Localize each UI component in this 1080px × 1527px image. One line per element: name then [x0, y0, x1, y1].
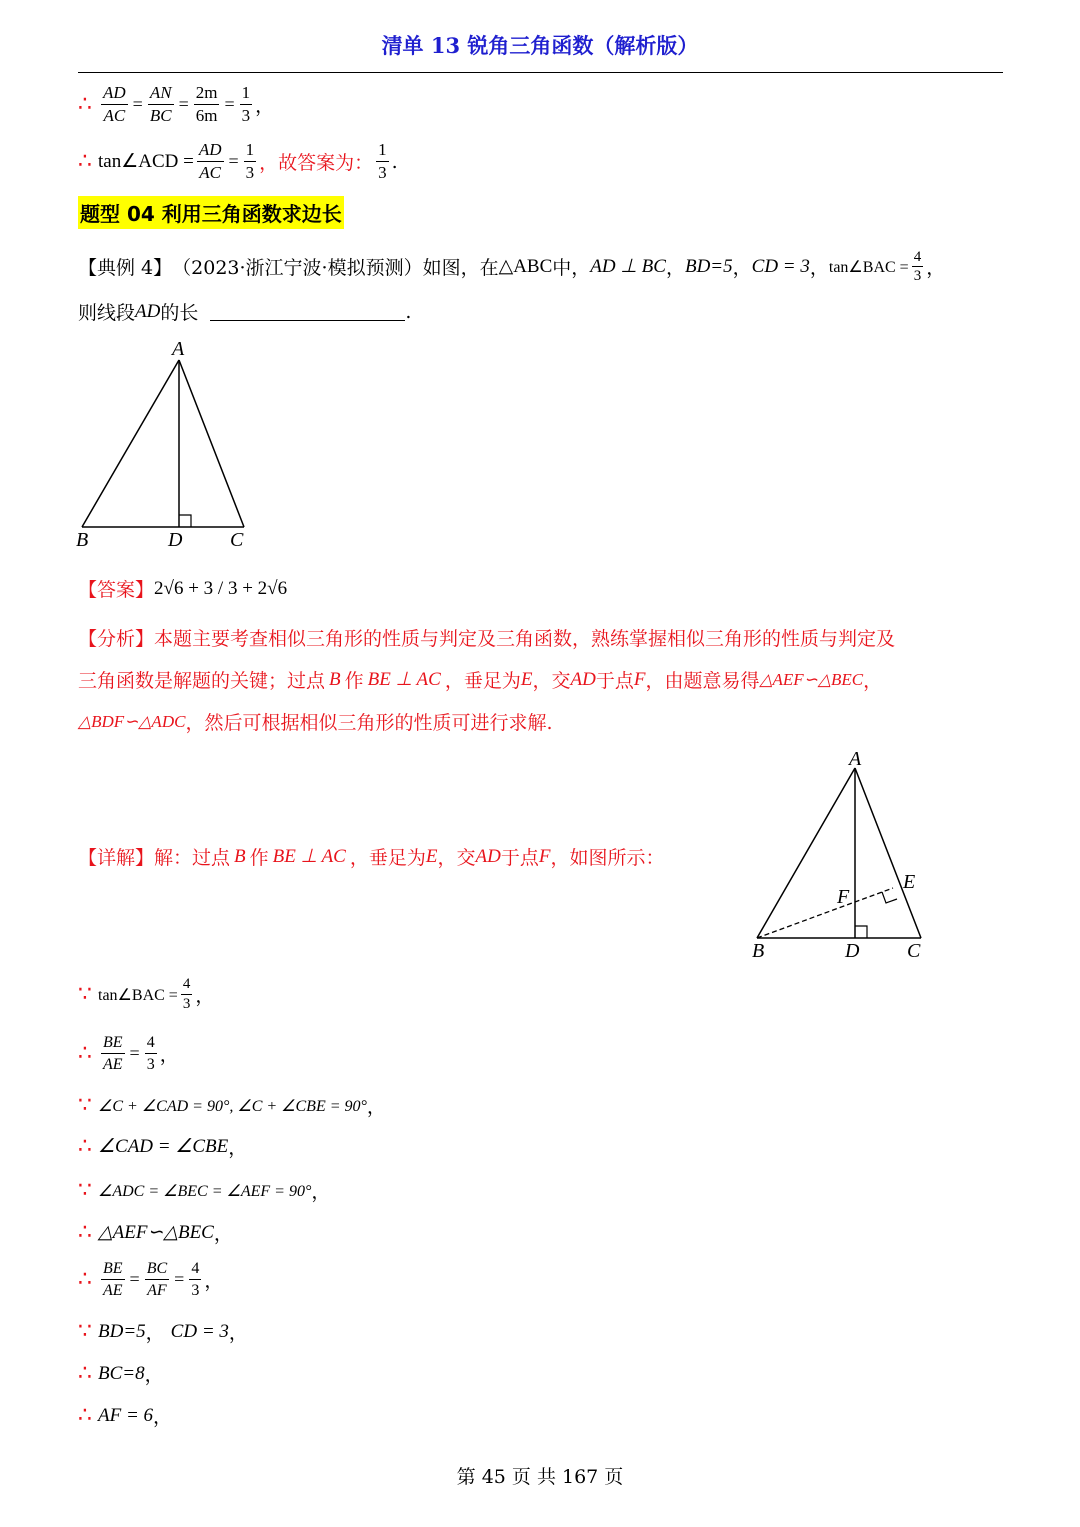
- analysis-line-2: 三角函数是解题的关键；过点 B 作 BE ⊥ AC ，垂足为 E ，交 AD 于点 F ，由题意易得 △AEF∽△BEC ，: [78, 668, 883, 692]
- label-f: F: [837, 886, 850, 908]
- step-4: ∴ ∠CAD = ∠CBE ，: [78, 1134, 248, 1159]
- therefore-symbol: ∴: [78, 149, 92, 174]
- label-c: C: [907, 940, 921, 962]
- fraction: $\frac{BE}{AE}$: [103, 1260, 123, 1299]
- label-d: D: [845, 940, 860, 962]
- right-angle-mark: [179, 515, 191, 527]
- segment-ab: [757, 768, 855, 938]
- intro-ratio-line: ∴ $\frac{AD}{AC}$ = $\frac{AN}{BC}$ = $\frac{2m}{6m}$ = $\frac{1}{3}$ ，: [78, 83, 275, 125]
- step-8: ∵ BD=5 ， CD = 3 ，: [78, 1319, 248, 1344]
- right-angle-mark-d: [855, 926, 867, 938]
- analysis-line-1: 【分析】 本题主要考查相似三角形的性质与判定及三角函数，熟练掌握相似三角形的性质与判定及: [78, 628, 896, 650]
- fraction: $\frac{BE}{AE}$: [103, 1034, 123, 1073]
- fraction: $\frac{AD}{AC}$: [198, 140, 222, 182]
- therefore-symbol: ∴: [78, 1041, 92, 1066]
- step-7: ∴ $\frac{BE}{AE}$ = $\frac{BC}{AF}$ = $\frac{4}{3}$ ，: [78, 1260, 224, 1299]
- step-3: ∵ ∠C + ∠CAD = 90°, ∠C + ∠CBE = 90° ，: [78, 1093, 386, 1118]
- fraction: $\frac{4}{3}$: [146, 1034, 155, 1073]
- segment-be-dashed: [757, 888, 893, 938]
- problem-line-1: 【典例 4】 （2023·浙江宁波·模拟预测）如图，在 △ABC 中， AD ⊥ BC ， BD=5 ， CD = 3 ， tan∠BAC = $\frac{4}{3}$ ，: [78, 249, 946, 284]
- therefore-symbol: ∴: [78, 1361, 92, 1386]
- answer-value: 2√6 + 3 / 3 + 2√6: [154, 577, 288, 599]
- fraction: $\frac{BC}{AF}$: [146, 1260, 168, 1299]
- therefore-symbol: ∴: [78, 1267, 92, 1292]
- right-angle-mark-e: [882, 892, 897, 903]
- segment-ab: [82, 360, 179, 527]
- label-b: B: [76, 529, 89, 551]
- step-6: ∴ △AEF∽△BEC ，: [78, 1220, 233, 1245]
- segment-ac: [855, 768, 921, 938]
- step-9: ∴ BC=8 ，: [78, 1361, 164, 1386]
- fraction: $\frac{4}{3}$: [182, 976, 191, 1012]
- therefore-symbol: ∴: [78, 1403, 92, 1428]
- fraction: $\frac{AD}{AC}$: [103, 83, 126, 125]
- label-a: A: [172, 338, 185, 360]
- fraction: $\frac{1}{3}$: [378, 140, 387, 182]
- intro-tan-line: ∴ tan∠ACD = $\frac{AD}{AC}$ = $\frac{1}{3}$ ，故答案为： $\frac{1}{3}$ .: [78, 140, 398, 182]
- fraction: $\frac{1}{3}$: [245, 140, 255, 182]
- label-c: C: [230, 529, 244, 551]
- fraction: $\frac{4}{3}$: [913, 249, 922, 284]
- step-5: ∵ ∠ADC = ∠BEC = ∠AEF = 90° ，: [78, 1178, 331, 1203]
- fraction: $\frac{1}{3}$: [241, 83, 251, 125]
- header-divider: [78, 72, 1003, 73]
- label-a: A: [849, 748, 862, 770]
- section-heading: 题型 04 利用三角函数求边长: [78, 196, 344, 229]
- label-e: E: [903, 871, 916, 893]
- triangle-figure-1: [70, 335, 260, 555]
- because-symbol: ∵: [78, 1093, 92, 1118]
- analysis-line-3: △BDF∽△ADC ，然后可根据相似三角形的性质可进行求解.: [78, 711, 553, 734]
- step-2: ∴ $\frac{BE}{AE}$ = $\frac{4}{3}$ ，: [78, 1034, 179, 1073]
- answer-line: 【答案】 2√6 + 3 / 3 + 2√6: [78, 577, 288, 601]
- because-symbol: ∵: [78, 982, 92, 1007]
- page-footer: 第 45 页 共 167 页: [456, 1466, 624, 1488]
- therefore-symbol: ∴: [78, 1220, 92, 1245]
- step-1: ∵ tan∠BAC = $\frac{4}{3}$ ，: [78, 976, 215, 1012]
- problem-line-2: 则线段 AD 的长 .: [78, 300, 412, 324]
- label-d: D: [168, 529, 183, 551]
- detail-line: 【详解】 解：过点 B 作 BE ⊥ AC ，垂足为 E ，交 AD 于点 F ，如图所示：: [78, 845, 665, 869]
- fraction: $\frac{2m}{6m}$: [195, 83, 218, 125]
- triangle-figure-2: [745, 745, 935, 970]
- label-b: B: [752, 940, 765, 962]
- fraction: $\frac{4}{3}$: [191, 1260, 200, 1299]
- fraction: $\frac{AN}{BC}$: [149, 83, 172, 125]
- because-symbol: ∵: [78, 1178, 92, 1203]
- segment-ac: [179, 360, 244, 527]
- page-header-title: 清单 13 锐角三角函数（解析版）: [381, 33, 699, 58]
- step-10: ∴ AF = 6 ，: [78, 1403, 173, 1428]
- answer-blank: [210, 302, 405, 321]
- because-symbol: ∵: [78, 1319, 92, 1344]
- therefore-symbol: ∴: [78, 92, 92, 117]
- therefore-symbol: ∴: [78, 1134, 92, 1159]
